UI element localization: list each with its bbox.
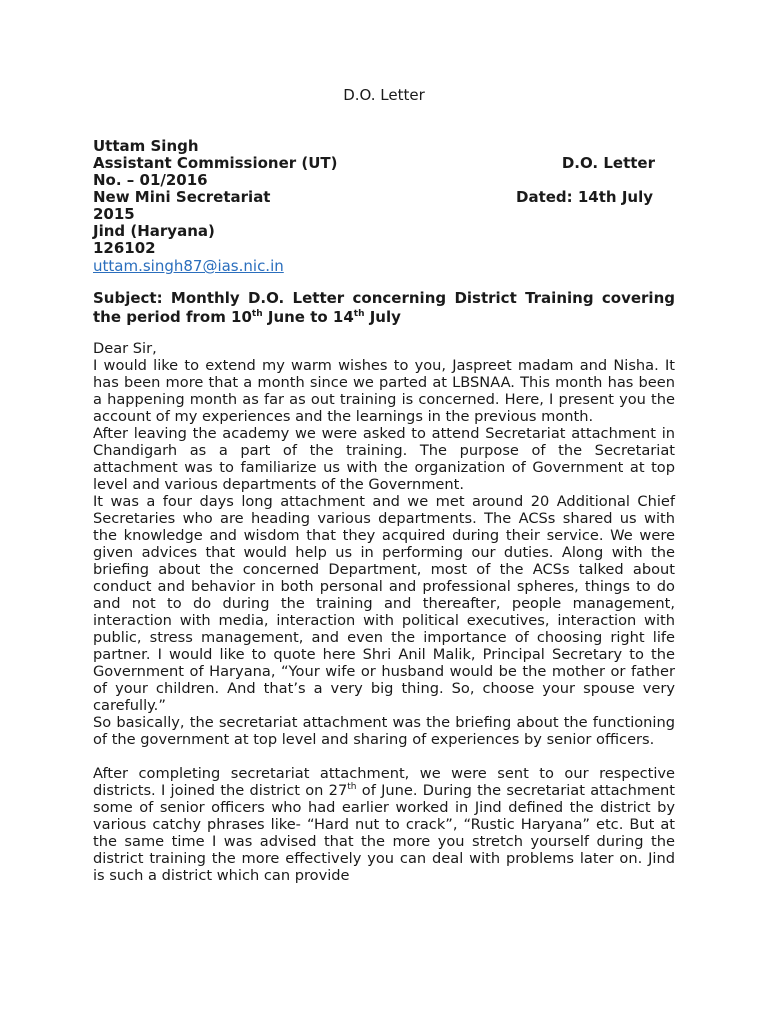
paragraph-1: I would like to extend my warm wishes to you, Jaspreet madam and Nisha. It has been more that a month since we parted at LBSNAA. This month has been a happening month as far as out training is concerned. Here, I present you the account of my experiences and the learnings in the previous month. xyxy=(93,357,675,425)
sender-designation-row xyxy=(93,155,673,172)
paragraph-2: After leaving the academy we were asked to attend Secretariat attachment in Chandigarh as a part of the training. The purpose of the Secretariat attachment was to familiarize us with the organization of Government at top level and various departments of the Government. xyxy=(93,425,675,493)
sender-office: New Mini Secretariat xyxy=(93,188,271,206)
salutation: Dear Sir, xyxy=(93,340,157,357)
sender-pin: 126102 xyxy=(93,239,156,257)
paragraph-5: After completing secretariat attachment, we were sent to our respective districts. I joined the district on 27th of June. During the secretariat attachment some of senior officers who had earlier worked in Jind defined the district by various catchy phrases like- “Hard nut to crack”, “Rustic Haryana” etc. But at the same time I was advised that the more you stretch yourself during the district training the more effectively you can deal with problems later on. Jind is such a district which can provide xyxy=(93,765,675,884)
letter-date: Dated: 14th July xyxy=(516,188,653,206)
letter-body xyxy=(93,340,675,884)
paragraph-3: It was a four days long attachment and we met around 20 Additional Chief Secretaries who are heading various departments. The ACSs shared us with the knowledge and wisdom that they acquired during their service. We were given advices that would help us in performing our duties. Along with the briefing about the concerned Department, most of the ACSs talked about conduct and behavior in both personal and professional spheres, things to do and not to do during the training and thereafter, people management, interaction with media, interaction with political executives, interaction with public, stress management, and even the importance of choosing right life partner. I would like to quote here Shri Anil Malik, Principal Secretary to the Government of Haryana, “Your wife or husband would be the mother or father of your children. And that’s a very big thing. So, choose your spouse very carefully.” xyxy=(93,493,675,714)
paragraph-4: So basically, the secretariat attachment was the briefing about the functioning of the government at top level and sharing of experiences by senior officers. xyxy=(93,714,675,748)
do-number: No. – 01/2016 xyxy=(93,171,208,189)
sender-designation: Assistant Commissioner (UT) xyxy=(93,154,338,172)
sender-city: Jind (Haryana) xyxy=(93,222,215,240)
document-title: D.O. Letter xyxy=(343,86,425,104)
letter-year: 2015 xyxy=(93,205,135,223)
subject-line: Subject: Monthly D.O. Letter concerning District Training covering the period from 10th June to 14th July xyxy=(93,289,675,326)
sender-office-row xyxy=(93,189,673,206)
sender-name: Uttam Singh xyxy=(93,137,199,155)
sender-email-link[interactable]: uttam.singh87@ias.nic.in xyxy=(93,257,284,275)
do-label: D.O. Letter xyxy=(561,154,655,172)
